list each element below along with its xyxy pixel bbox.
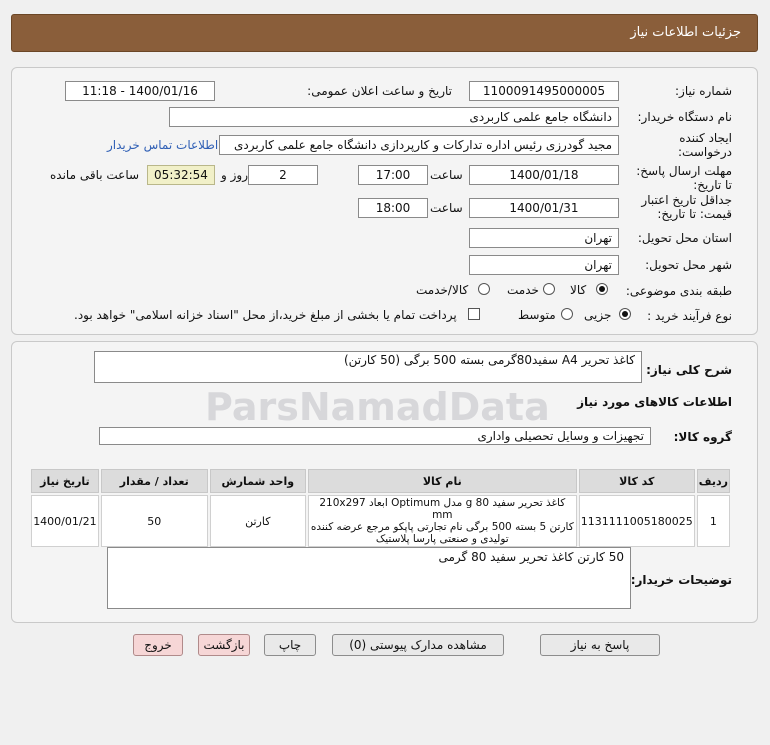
back-button[interactable]: بازگشت [198, 634, 250, 656]
city-field: تهران [469, 255, 619, 275]
treasury-payment-note: پرداخت تمام یا بخشی از مبلغ خرید،از محل "اسناد خزانه اسلامی" خواهد بود. [74, 308, 457, 322]
validity-date-field: 1400/01/31 [469, 198, 619, 218]
validity-time-field: 18:00 [358, 198, 428, 218]
remaining-timer: 05:32:54 [147, 165, 215, 185]
cell-name-line2: کارتن 5 بسته 500 برگی نام تجارتی پاپکو مرجع عرضه کننده [310, 521, 574, 533]
treasury-payment-checkbox[interactable] [468, 308, 480, 320]
cell-row: 1 [697, 495, 730, 547]
process-label: نوع فرآیند خرید : [647, 309, 732, 323]
days-label: روز و [221, 168, 248, 182]
days-field: 2 [248, 165, 318, 185]
col-date: تاریخ نیاز [31, 469, 99, 493]
send-date-field: 1400/01/18 [469, 165, 619, 185]
watermark-text: ParsNamadData [205, 385, 550, 429]
goods-info-title: اطلاعات کالاهای مورد نیاز [577, 395, 732, 409]
send-time-label: ساعت [430, 168, 463, 182]
group-label: گروه کالا: [673, 430, 732, 444]
need-number-label: شماره نیاز: [675, 84, 732, 98]
page-title: جزئیات اطلاعات نیاز [630, 25, 741, 40]
send-deadline-label: مهلت ارسال پاسخ: تا تاریخ: [636, 164, 732, 192]
validity-label: جداقل تاریخ اعتبار قیمت: تا تاریخ: [641, 193, 732, 221]
cell-name-line3: تولیدی و صنعتی پارسا پلاستیک [375, 533, 509, 545]
summary-field: کاغذ تحریر A4 سفید80گرمی بسته 500 برگی (50 کارتن) [94, 351, 642, 383]
category-both-radio[interactable] [478, 283, 490, 295]
contact-buyer-link[interactable]: اطلاعات تماس خریدار [107, 138, 219, 152]
category-service-radio[interactable] [543, 283, 555, 295]
province-field: تهران [469, 228, 619, 248]
summary-label: شرح کلی نیاز: [646, 363, 732, 377]
cell-name-line1: کاغذ تحریر سفید 80 g مدل Optimum ابعاد 210x297 mm [319, 497, 566, 521]
process-minor-radio[interactable] [619, 308, 631, 320]
need-number-field: 1100091495000005 [469, 81, 619, 101]
cell-qty: 50 [101, 495, 208, 547]
items-table [29, 467, 732, 549]
page-header [11, 14, 758, 52]
cell-code: 1131111005180025 [579, 495, 695, 547]
col-row: ردیف [697, 469, 730, 493]
creator-label: ایجاد کننده درخواست: [678, 131, 732, 159]
process-minor-label: جزیی [584, 308, 612, 322]
announce-field: 1400/01/16 - 11:18 [65, 81, 215, 101]
buyer-notes-field: 50 کارتن کاغذ تحریر سفید 80 گرمی [107, 547, 631, 609]
table-row [31, 495, 730, 547]
col-unit: واحد شمارش [210, 469, 306, 493]
remaining-label: ساعت باقی مانده [50, 168, 140, 182]
cell-unit: کارتن [210, 495, 306, 547]
items-table-header [31, 469, 730, 493]
category-goods-label: کالا [570, 283, 587, 297]
province-label: استان محل تحویل: [637, 231, 732, 245]
category-both-label: کالا/خدمت [416, 283, 469, 297]
print-button[interactable]: چاپ [264, 634, 316, 656]
col-qty: تعداد / مقدار [101, 469, 208, 493]
validity-time-label: ساعت [430, 201, 463, 215]
category-service-label: خدمت [507, 283, 539, 297]
col-code: کد کالا [579, 469, 695, 493]
cell-date: 1400/01/21 [31, 495, 99, 547]
creator-field: مجید گودرزی رئیس اداره تدارکات و کارپردازی دانشگاه جامع علمی کاربردی [219, 135, 619, 155]
city-label: شهر محل تحویل: [645, 258, 732, 272]
group-field: تجهیزات و وسایل تحصیلی واداری [99, 427, 651, 445]
exit-button[interactable]: خروج [133, 634, 183, 656]
reply-button[interactable]: پاسخ به نیاز [540, 634, 660, 656]
col-name: نام کالا [308, 469, 577, 493]
buyer-label: نام دستگاه خریدار: [637, 110, 732, 124]
category-label: طبقه بندی موضوعی: [625, 284, 732, 298]
attachments-button[interactable]: مشاهده مدارک پیوستی (0) [332, 634, 504, 656]
category-goods-radio[interactable] [596, 283, 608, 295]
process-medium-radio[interactable] [561, 308, 573, 320]
cell-name [308, 495, 577, 547]
announce-label: تاریخ و ساعت اعلان عمومی: [307, 84, 452, 98]
send-time-field: 17:00 [358, 165, 428, 185]
buyer-notes-label: توضیحات خریدار: [630, 573, 732, 587]
buyer-field: دانشگاه جامع علمی کاربردی [169, 107, 619, 127]
process-medium-label: متوسط [518, 308, 556, 322]
